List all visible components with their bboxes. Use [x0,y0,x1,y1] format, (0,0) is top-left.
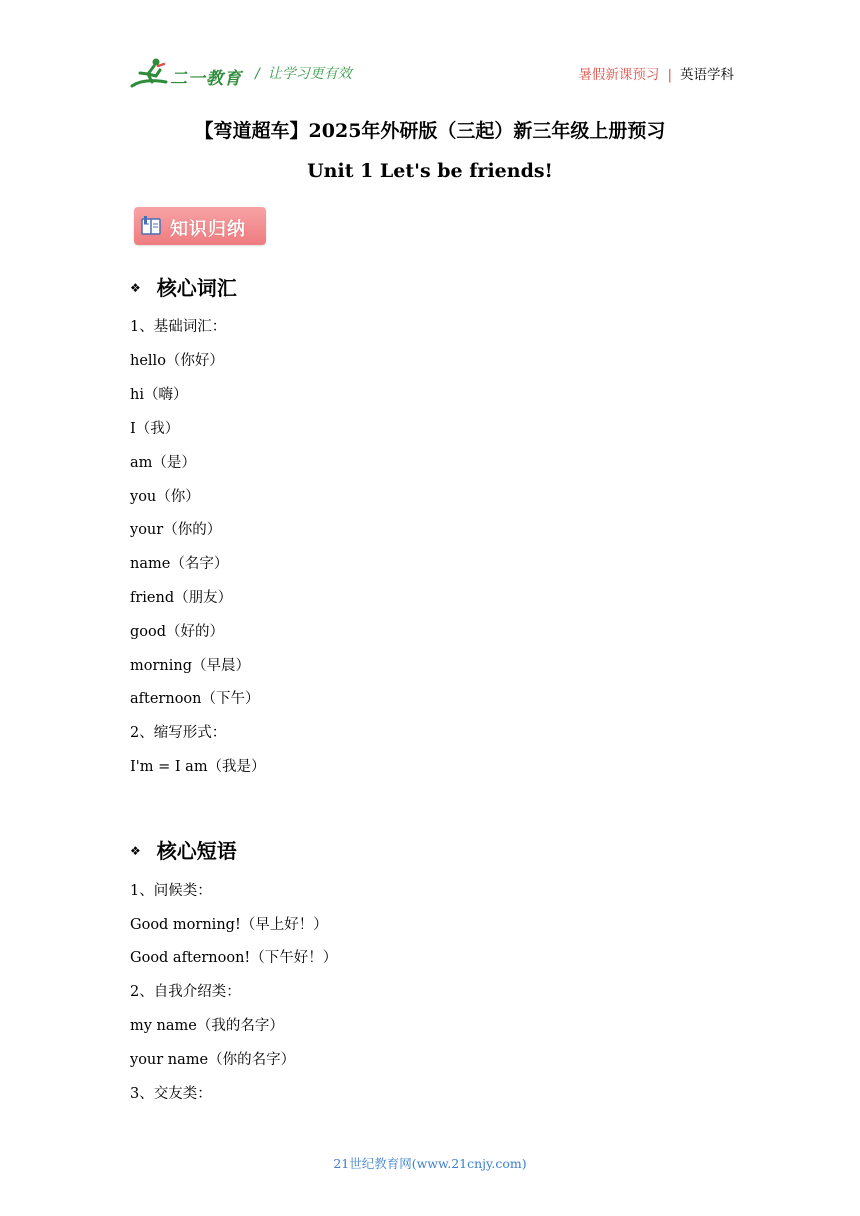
list-item: I'm = I am（我是） [130,759,266,775]
list-item: afternoon（下午） [130,691,260,707]
subject-label: 英语学科 [680,67,734,83]
diamond-bullet-icon: ❖ [130,280,141,295]
badge-label: 知识归纳 [170,219,246,240]
logo-text: 二一教育 [170,69,242,89]
slogan-text: 让学习更有效 [267,66,352,82]
list-item: Good morning!（早上好！） [130,917,328,933]
book-icon [140,215,162,237]
list-item: hi（嗨） [130,387,188,403]
list-item: 2、自我介绍类： [130,984,241,1000]
list-item: Good afternoon!（下午好！） [130,950,338,966]
list-item: 1、问候类： [130,883,212,899]
list-item: my name（我的名字） [130,1018,284,1034]
list-item: friend（朋友） [130,590,233,606]
logo [130,56,242,90]
diamond-bullet-icon: ❖ [130,843,141,858]
document-title: 【弯道超车】2025年外研版（三起）新三年级上册预习 [194,120,666,142]
list-item: good（好的） [130,624,225,640]
list-item: 1、基础词汇： [130,319,227,335]
list-item: your（你的） [130,522,222,538]
section-heading-vocabulary [130,272,237,301]
runner-logo-icon [130,56,170,90]
list-item: I（我） [130,421,180,437]
list-item: hello（你好） [130,353,224,369]
page-header [130,56,734,92]
list-item: name（名字） [130,556,229,572]
knowledge-summary-badge [134,207,266,245]
list-item: am（是） [130,455,196,471]
footer-link[interactable]: 21世纪教育网(www.21cnjy.com) [333,1156,527,1171]
list-item: 3、交友类： [130,1086,212,1102]
slogan [255,63,352,83]
header-course-info [578,63,734,83]
list-item: your name（你的名字） [130,1052,296,1068]
course-label: 暑假新课预习 [578,67,660,83]
slogan-slash: / [255,66,260,82]
section-heading-phrases [130,835,237,864]
list-item: morning（早晨） [130,658,251,674]
list-item: 2、缩写形式： [130,725,227,741]
document-subtitle: Unit 1 Let's be friends! [307,160,553,182]
section-heading-text: 核心词汇 [156,276,237,300]
list-item: you（你） [130,489,200,505]
header-separator: | [667,67,672,83]
section-heading-text: 核心短语 [156,839,237,863]
